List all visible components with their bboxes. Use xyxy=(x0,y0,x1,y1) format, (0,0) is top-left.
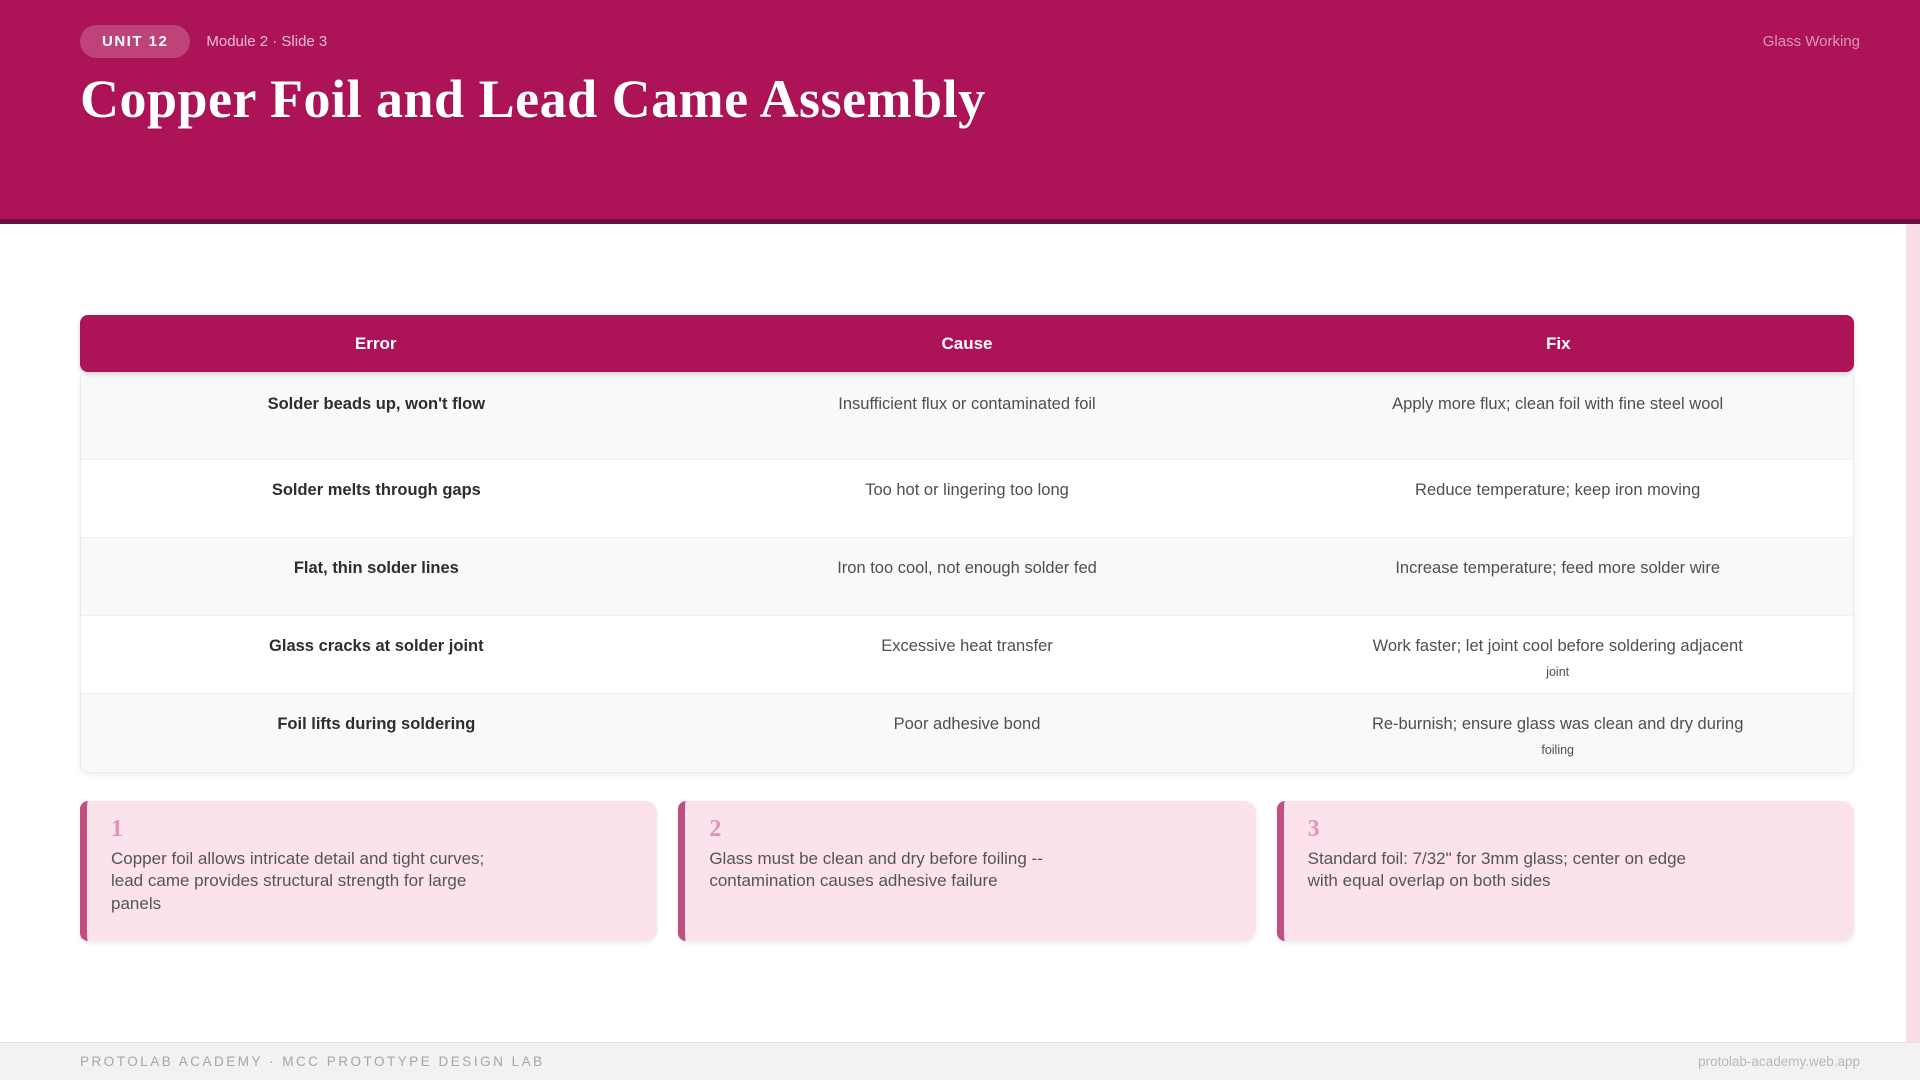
table-row xyxy=(81,616,1853,694)
note-number: 3 xyxy=(1307,816,1320,842)
error-cell: Solder melts through gaps xyxy=(271,481,481,499)
fix-text-overflow: foiling xyxy=(1541,742,1575,757)
cause-cell: Excessive heat transfer xyxy=(881,637,1053,655)
fix-text: Apply more flux; clean foil with fine steel wool xyxy=(1392,395,1724,413)
table-row xyxy=(81,460,1853,538)
error-cell: Solder beads up, won't flow xyxy=(267,395,486,413)
page-title: Copper Foil and Lead Came Assembly xyxy=(80,69,986,129)
vertical-scrollbar[interactable] xyxy=(1906,224,1920,1042)
cause-cell: Poor adhesive bond xyxy=(893,715,1041,733)
note-number: 2 xyxy=(709,816,722,842)
fix-text: Reduce temperature; keep iron moving xyxy=(1415,481,1701,499)
column-header-cause: Cause xyxy=(941,333,993,353)
course-topic-label: Glass Working xyxy=(1762,33,1860,50)
note-card-2 xyxy=(678,801,1255,941)
fix-cell xyxy=(1262,694,1853,772)
footer-brand-label: PROTOLAB ACADEMY · MCC PROTOTYPE DESIGN LAB xyxy=(80,1054,545,1069)
cause-cell: Insufficient flux or contaminated foil xyxy=(838,395,1096,413)
column-header-error: Error xyxy=(354,333,397,353)
key-notes-row xyxy=(80,801,1854,941)
table-body xyxy=(80,374,1854,773)
page-footer xyxy=(0,1042,1920,1080)
note-card-3 xyxy=(1277,801,1854,941)
fix-cell xyxy=(1262,538,1853,615)
slide-header xyxy=(0,0,1920,224)
fix-cell xyxy=(1262,374,1853,459)
note-number: 1 xyxy=(111,816,123,842)
table-header-row xyxy=(80,315,1854,372)
table-row xyxy=(81,538,1853,616)
table-row xyxy=(81,374,1853,460)
cause-cell: Too hot or lingering too long xyxy=(865,481,1069,499)
fix-text: Increase temperature; feed more solder wire xyxy=(1395,559,1720,577)
troubleshooting-table xyxy=(80,315,1854,773)
error-cell: Flat, thin solder lines xyxy=(293,559,459,577)
table-row xyxy=(81,694,1853,772)
note-text: Standard foil: 7/32" for 3mm glass; center on edge with equal overlap on both sides xyxy=(1307,849,1687,891)
header-meta-row xyxy=(80,25,1860,58)
cause-cell: Iron too cool, not enough solder fed xyxy=(837,559,1097,577)
fix-cell xyxy=(1262,616,1853,693)
fix-cell xyxy=(1262,460,1853,537)
note-text: Copper foil allows intricate detail and tight curves; lead came provides structural strength for large panels xyxy=(111,849,485,913)
note-text: Glass must be clean and dry before foiling -- contamination causes adhesive failure xyxy=(709,849,1043,891)
module-slide-label: Module 2 · Slide 3 xyxy=(206,33,328,50)
error-cell: Foil lifts during soldering xyxy=(277,715,476,733)
note-card-1 xyxy=(80,801,657,941)
footer-url-label: protolab-academy.web.app xyxy=(1698,1054,1860,1069)
fix-text: Work faster; let joint cool before soldering adjacent xyxy=(1372,637,1743,655)
error-cell: Glass cracks at solder joint xyxy=(269,637,484,655)
fix-text: Re-burnish; ensure glass was clean and dry during xyxy=(1371,715,1744,733)
column-header-fix: Fix xyxy=(1546,333,1571,353)
fix-text-overflow: joint xyxy=(1546,664,1570,679)
unit-badge: UNIT 12 xyxy=(80,25,190,58)
